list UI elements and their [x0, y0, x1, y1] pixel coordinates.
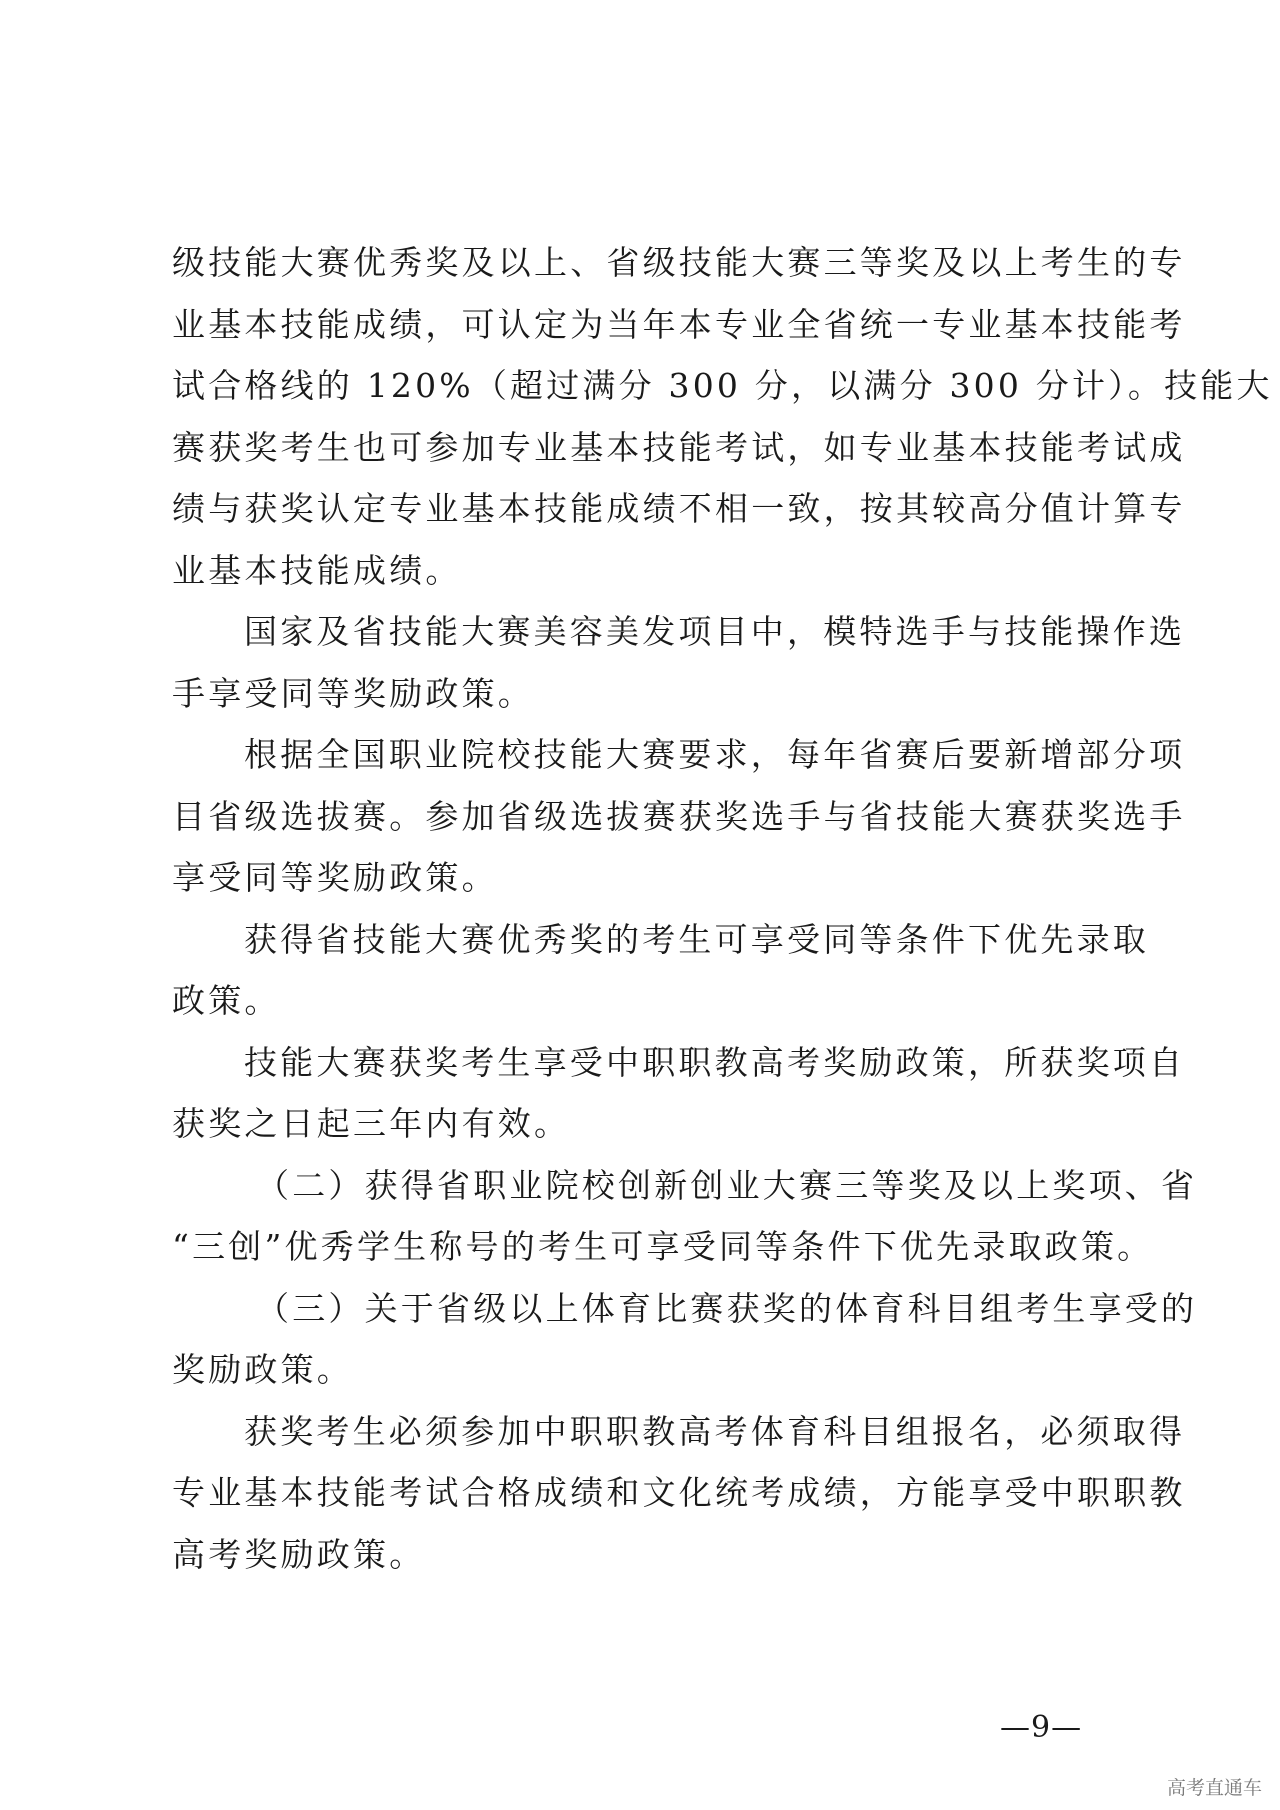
text-line: 级技能大赛优秀奖及以上、省级技能大赛三等奖及以上考生的专: [172, 243, 1186, 282]
text-line: “三创”优秀学生称号的考生可享受同等条件下优先录取政策。: [172, 1227, 1154, 1266]
document-body: [172, 232, 1273, 1585]
text-line: 专业基本技能考试合格成绩和文化统考成绩，方能享受中职职教: [172, 1473, 1186, 1512]
watermark: 高考直通车: [1166, 1777, 1262, 1799]
text-line: 高考奖励政策。: [172, 1534, 426, 1574]
text-line: 绩与获奖认定专业基本技能成绩不相一致，按其较高分值计算专: [172, 489, 1186, 528]
paragraph-first-line: 技能大赛获奖考生享受中职职教高考奖励政策，所获奖项自: [244, 1042, 1186, 1082]
text-line: 奖励政策。: [172, 1350, 353, 1389]
paragraph-first-line: 获奖考生必须参加中职职教高考体育科目组报名，必须取得: [244, 1411, 1186, 1451]
text-line: 手享受同等奖励政策。: [172, 673, 534, 713]
section-heading-line: （二）获得省职业院校创新创业大赛三等奖及以上奖项、省: [256, 1165, 1198, 1205]
text-line: 试合格线的 120%（超过满分 300 分，以满分 300 分计）。技能大: [172, 366, 1273, 405]
text-line: 业基本技能成绩。: [172, 550, 462, 590]
text-line: 业基本技能成绩，可认定为当年本专业全省统一专业基本技能考: [172, 304, 1186, 344]
page-number: —9—: [1000, 1710, 1083, 1745]
text-line: 获奖之日起三年内有效。: [172, 1104, 571, 1143]
paragraph-first-line: 国家及省技能大赛美容美发项目中，模特选手与技能操作选: [244, 612, 1186, 651]
paragraph-first-line: 根据全国职业院校技能大赛要求，每年省赛后要新增部分项: [244, 735, 1186, 774]
paragraph-first-line: 获得省技能大赛优秀奖的考生可享受同等条件下优先录取: [244, 919, 1149, 959]
text-line: 享受同等奖励政策。: [172, 858, 498, 897]
text-line: 目省级选拔赛。参加省级选拔赛获奖选手与省技能大赛获奖选手: [172, 796, 1186, 836]
section-heading-line: （三）关于省级以上体育比赛获奖的体育科目组考生享受的: [256, 1288, 1198, 1328]
text-line: 政策。: [172, 981, 281, 1020]
text-line: 赛获奖考生也可参加专业基本技能考试，如专业基本技能考试成: [172, 427, 1186, 467]
